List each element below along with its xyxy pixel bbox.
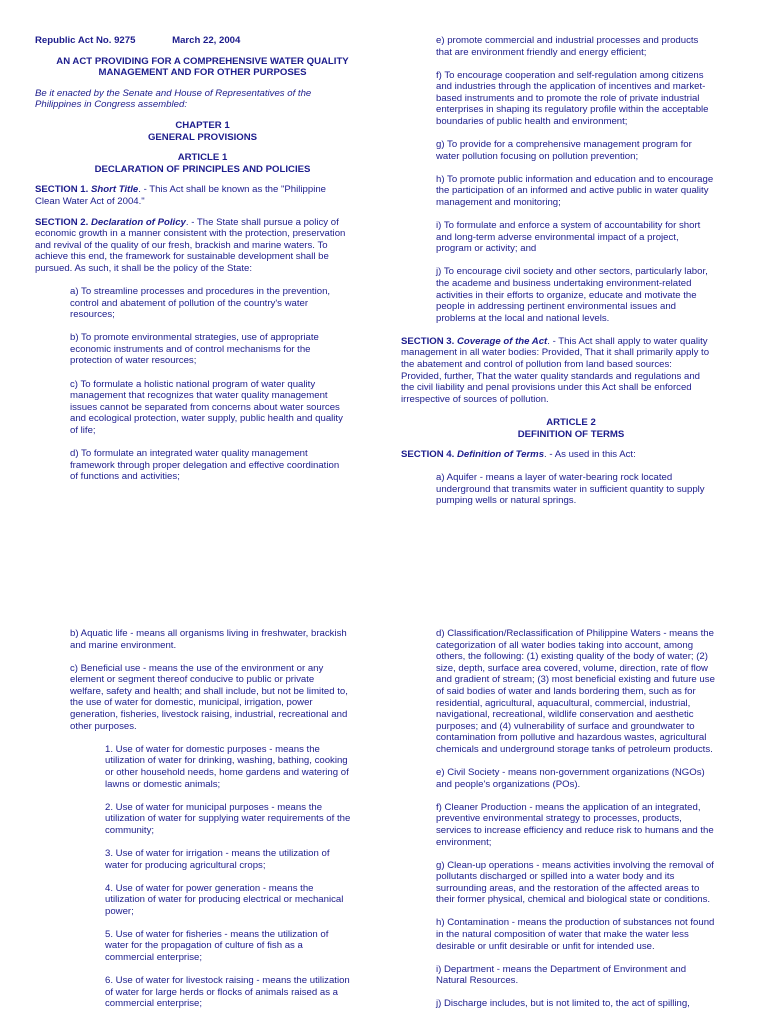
policy-c: c) To formulate a holistic national program of water quality management that recognizes that water quality management issues cannot be separated from concerns about water sources and ecological protection, water supply, public health and quality of life; bbox=[70, 378, 343, 436]
definition-a: a) Aquifer - means a layer of water-bearing rock located underground that transmits water in sufficient quantity to supply pumping wells or natural springs. bbox=[436, 472, 705, 507]
use-3: 3. Use of water for irrigation - means the utilization of water for producing agricultural crops; bbox=[105, 847, 330, 871]
use-2: 2. Use of water for municipal purposes - means the utilization of water for supplying water requirements of the community; bbox=[105, 801, 351, 836]
section2: SECTION 2. Declaration of Policy. - The State shall pursue a policy of economic growth in a manner consistent with the protection, preservation and revival of the quality of our fresh, brackish and marine waters. To achieve this end, the framework for sustainable development shall be pursued. As such, it shall be the policy of the State: bbox=[35, 216, 346, 274]
definition-e: e) Civil Society - means non-government organizations (NGOs) and people's organizations (POs). bbox=[436, 767, 705, 790]
act-date: March 22, 2004 bbox=[172, 35, 241, 46]
definition-b: b) Aquatic life - means all organisms living in freshwater, brackish and marine environment. bbox=[70, 628, 347, 651]
policy-j: j) To encourage civil society and other sectors, particularly labor, the academe and business undertaking environment-related activities in their efforts to organize, educate and motivate the people in addressing pertinent environmental issues and problems at the local and national levels. bbox=[436, 266, 708, 324]
definition-i: i) Department - means the Department of Environment and Natural Resources. bbox=[436, 963, 687, 987]
policy-e: e) promote commercial and industrial processes and products that are environment friendly and energy efficient; bbox=[436, 35, 699, 58]
article2-heading: ARTICLE 2 DEFINITION OF TERMS bbox=[517, 416, 625, 440]
policy-list-left bbox=[35, 286, 370, 483]
page1-left-column bbox=[35, 35, 370, 483]
policy-list-right bbox=[401, 35, 741, 324]
enacting-clause: Be it enacted by the Senate and House of Representatives of the Philippines in Congress assembled: bbox=[35, 87, 312, 111]
policy-g: g) To provide for a comprehensive management program for water pollution focusing on pollution prevention; bbox=[436, 139, 692, 162]
article1-heading: ARTICLE 1 DECLARATION OF PRINCIPLES AND POLICIES bbox=[94, 152, 311, 175]
definition-g: g) Clean-up operations - means activities involving the removal of pollutants discharged or spilled into a water body and its surrounding areas, and the restoration of the affected areas to their former physical, chemical and biological state or conditions. bbox=[436, 859, 714, 906]
use-5: 5. Use of water for fisheries - means the utilization of water for the propagation of culture of fish as a commercial enterprise; bbox=[105, 928, 329, 964]
use-1: 1. Use of water for domestic purposes - means the utilization of water for drinking, washing, bathing, cooking or other household needs, home gardens and watering of lawns or domestic animals; bbox=[105, 743, 349, 790]
definition-j: j) Discharge includes, but is not limited to, the act of spilling, bbox=[436, 998, 690, 1010]
policy-b: b) To promote environmental strategies, use of appropriate economic instruments and of control mechanisms for the protection of water resources; bbox=[70, 332, 319, 367]
beneficial-use-list bbox=[35, 744, 375, 1010]
use-4: 4. Use of water for power generation - means the utilization of water for producing electrical or mechanical power; bbox=[105, 882, 344, 917]
policy-h: h) To promote public information and education and to encourage the participation of an informed and active public in water quality management and monitoring; bbox=[436, 173, 714, 209]
page2-left-column bbox=[35, 628, 375, 1010]
policy-d: d) To formulate an integrated water quality management framework through proper delegation and effective coordination of functions and activities; bbox=[70, 448, 340, 483]
section4: SECTION 4. Definition of Terms. - As used in this Act: bbox=[401, 449, 636, 461]
page2-right-column bbox=[401, 628, 746, 1010]
section1: SECTION 1. Short Title. - This Act shall be known as the "Philippine Clean Water Act of 2004." bbox=[35, 184, 326, 207]
policy-f: f) To encourage cooperation and self-regulation among citizens and industries through the application of incentives and market- based instruments and to promote the role of private industrial enterprises in shaping its regulatory profile within the acceptable boundaries of public health and environment; bbox=[436, 69, 709, 128]
definition-list-right bbox=[401, 628, 746, 1010]
chapter-heading: CHAPTER 1 GENERAL PROVISIONS bbox=[147, 119, 258, 143]
page1-right-column bbox=[401, 35, 741, 507]
definition-h: h) Contamination - means the production of substances not found in the natural composition of water that make the water less desirable or unfit desirable or unfit for intended use. bbox=[436, 917, 715, 952]
definition-d: d) Classification/Reclassification of Philippine Waters - means the categorization of all water bodies taking into account, among others, the following: (1) existing quality of the body of water; (2) size, depth, surface area covered, volume, direction, rate of flow and gradient of stream; (3) most beneficial existing and future use of said bodies of water and lands bordering them, such as for residential, agricultural, aquacultural, commercial, industrial, navigational, recreational, wildlife conservation and aesthetic purposes; and (4) vulnerability of surface and groundwater to contamination from pollutive and hazardous wastes, agricultural chemicals and underground storage tanks of petroleum products. bbox=[436, 628, 715, 755]
definition-c: c) Beneficial use - means the use of the environment or any element or segment thereof conducive to public or private welfare, safety and health; and shall include, but not be limited to, the use of water for domestic, municipal, irrigation, power generation, fisheries, livestock raising, industrial, recreational and other purposes. bbox=[70, 662, 348, 732]
use-6: 6. Use of water for livestock raising - means the utilization of water for large herds or flocks of animals raised as a commercial enterprise; bbox=[105, 975, 350, 1010]
act-header bbox=[35, 35, 370, 47]
act-title: AN ACT PROVIDING FOR A COMPREHENSIVE WATER QUALITY MANAGEMENT AND FOR OTHER PURPOSES bbox=[56, 55, 349, 79]
policy-a: a) To streamline processes and procedures in the prevention, control and abatement of pollution of the country's water resources; bbox=[70, 286, 331, 321]
section3: SECTION 3. Coverage of the Act. - This Act shall apply to water quality management in all water bodies: Provided, That it shall primarily apply to the abatement and control of pollution from land based sources: Provided, further, That the water quality standards and regulations and the civil liability and penal provisions under this Act shall be enforced irrespective of sources of pollution. bbox=[401, 335, 710, 405]
policy-i: i) To formulate and enforce a system of accountability for short and long-term adverse environmental impact of a project, program or activity; and bbox=[436, 220, 701, 255]
act-number: Republic Act No. 9275 bbox=[35, 35, 136, 46]
definition-f: f) Cleaner Production - means the application of an integrated, preventive environmental strategy to processes, products, services to increase efficiency and reduce risk to humans and the environment; bbox=[436, 801, 714, 848]
